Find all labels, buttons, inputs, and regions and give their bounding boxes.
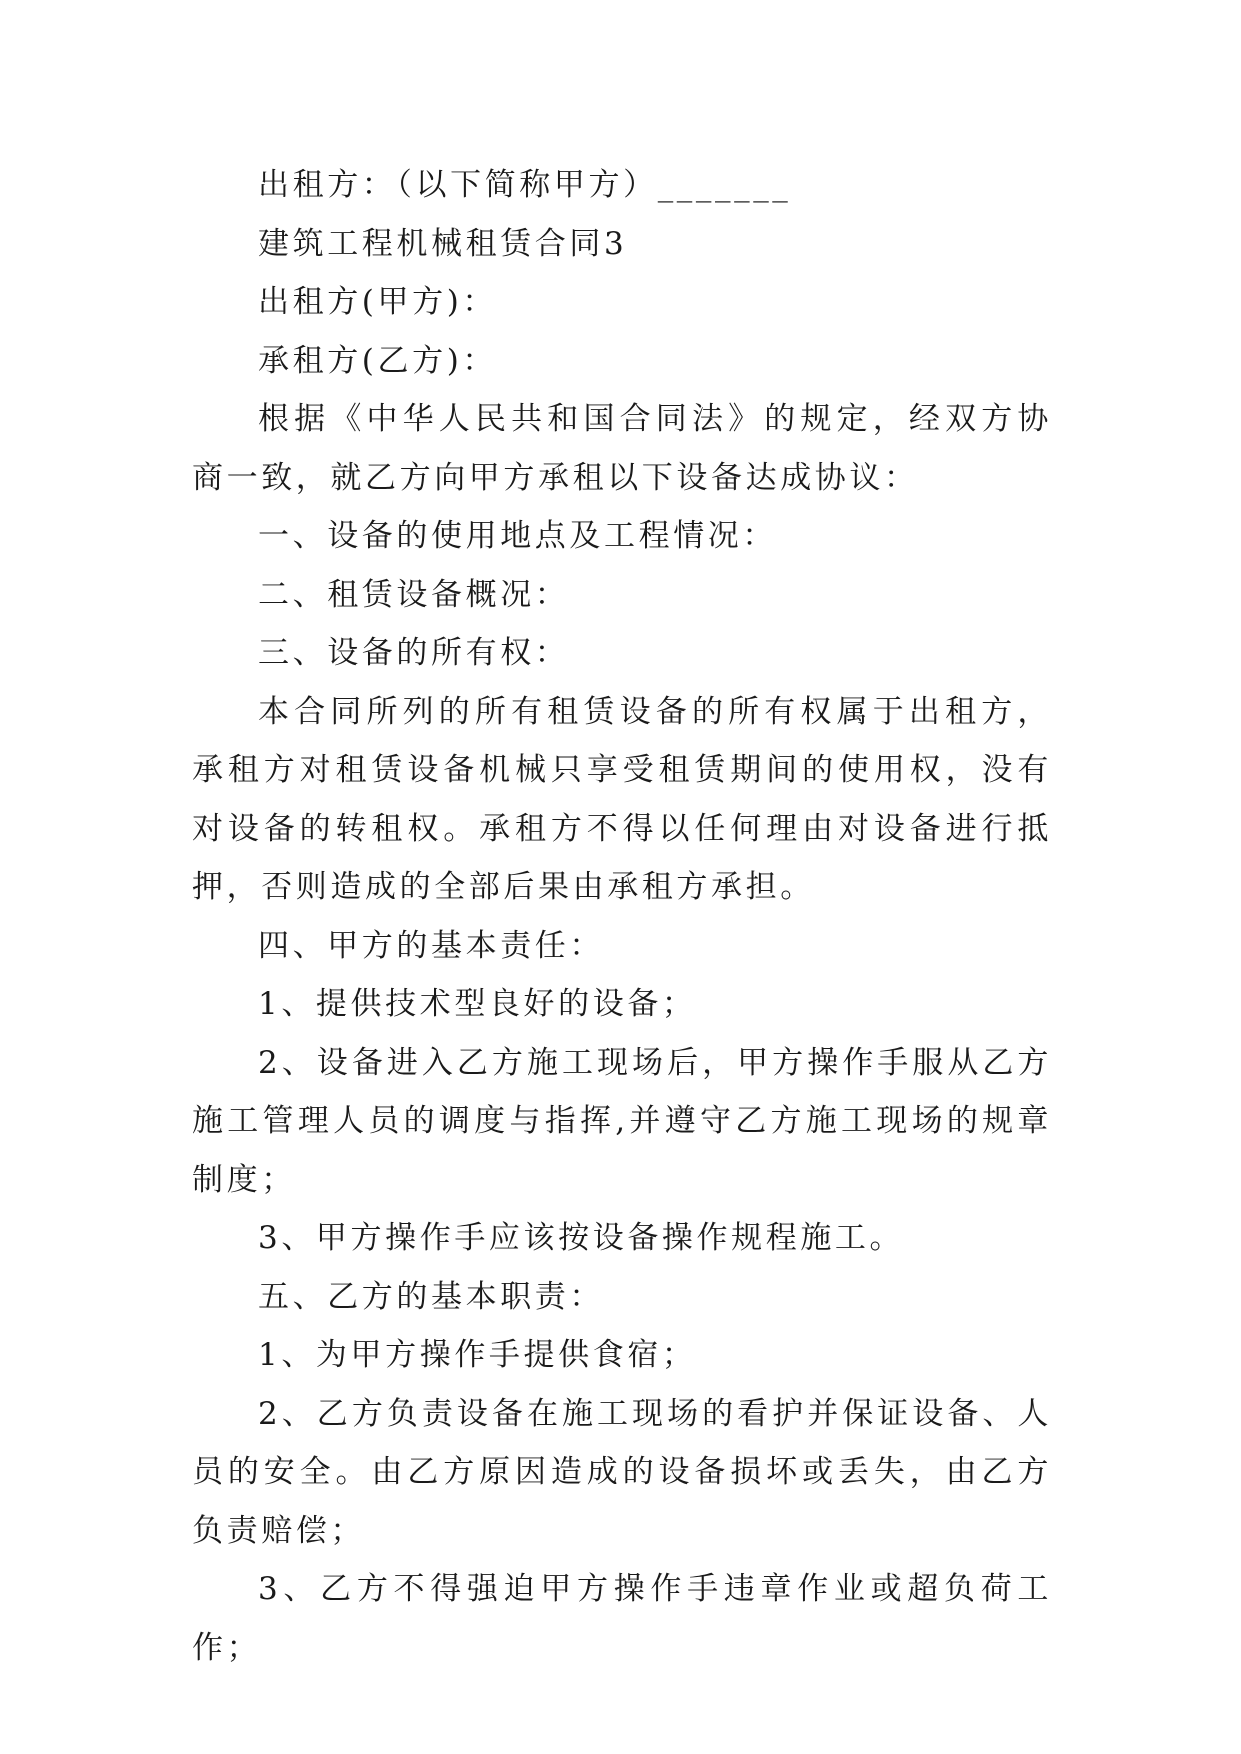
party-b-duty-2: 2、乙方负责设备在施工现场的看护并保证设备、人员的安全。由乙方原因造成的设备损坏或丢失，由乙方负责赔偿； <box>192 1395 1052 1549</box>
party-b-line: 承租方(乙方)： <box>258 342 497 379</box>
section-1-heading: 一、设备的使用地点及工程情况： <box>258 518 777 554</box>
party-a-duty-3: 3、甲方操作手应该按设备操作规程施工。 <box>258 1220 905 1256</box>
ownership-paragraph: 本合同所列的所有租赁设备的所有权属于出租方，承租方对租赁设备机械只享受租赁期间的使用权，没有对设备的转租权。承租方不得以任何理由对设备进行抵押，否则造成的全部后果由承租方承担。 <box>192 693 1052 905</box>
section-4-heading: 四、甲方的基本责任： <box>258 927 604 964</box>
contract-title: 建筑工程机械租赁合同3 <box>258 225 628 262</box>
section-5-heading: 五、乙方的基本职责： <box>258 1278 604 1315</box>
party-a-duty-2: 2、设备进入乙方施工现场后，甲方操作手服从乙方施工管理人员的调度与指挥,并遵守乙方施工现场的规章制度； <box>192 1044 1052 1198</box>
party-a-line: 出租方(甲方)： <box>258 284 497 320</box>
party-a-duty-1: 1、提供技术型良好的设备； <box>258 986 697 1022</box>
party-b-duty-1: 1、为甲方操作手提供食宿； <box>258 1337 697 1373</box>
section-2-heading: 二、租赁设备概况： <box>258 576 570 613</box>
party-b-duty-3: 3、乙方不得强迫甲方操作手违章作业或超负荷工作； <box>192 1571 1052 1666</box>
document-body <box>192 156 1052 1677</box>
section-3-heading: 三、设备的所有权： <box>258 635 570 671</box>
lessor-line: 出租方：（以下简称甲方）_______ <box>258 167 792 203</box>
preamble-paragraph: 根据《中华人民共和国合同法》的规定，经双方协商一致，就乙方向甲方承租以下设备达成协议： <box>192 401 1052 496</box>
